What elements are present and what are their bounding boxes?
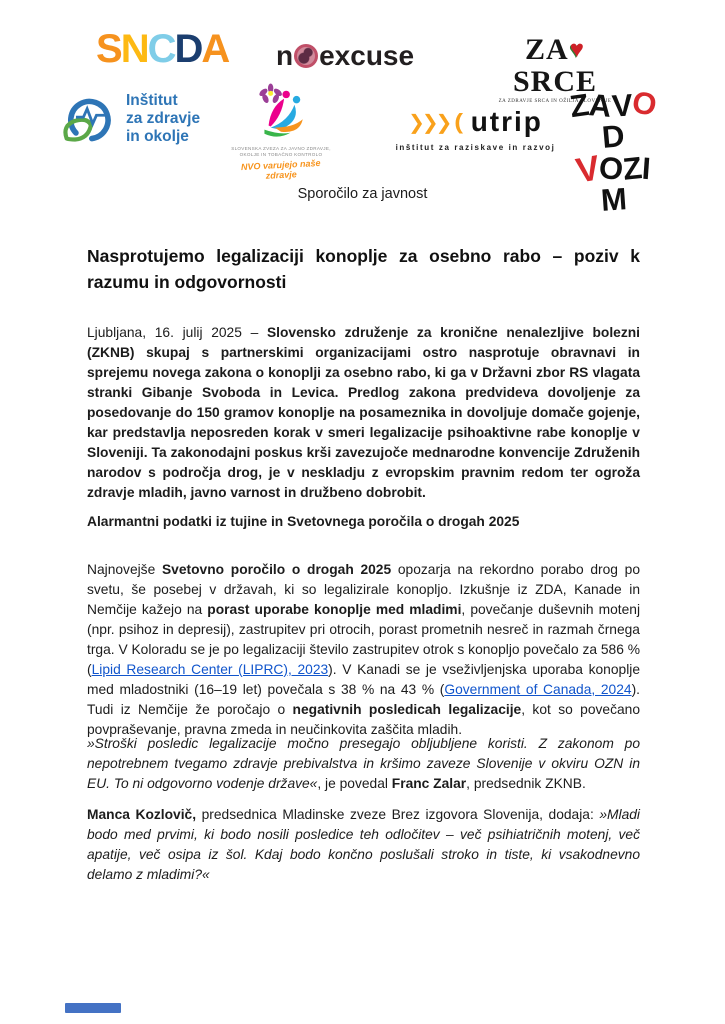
text-run-bold: porast uporabe konoplje med mladimi bbox=[207, 601, 462, 617]
vozim-letter: M bbox=[599, 181, 628, 218]
sncda-letter: A bbox=[201, 27, 229, 71]
quote-zalar-paragraph bbox=[87, 734, 640, 794]
chevrons-icon: ❯❯❯ bbox=[408, 111, 450, 134]
text-run-bold: Svetovno poročilo o drogah 2025 bbox=[161, 561, 392, 577]
sncda-letter: N bbox=[120, 27, 148, 71]
vozim-letter: Z bbox=[568, 86, 592, 125]
izo-name-line1: Inštitut bbox=[126, 92, 178, 109]
intro-bold-text: Slovensko združenje za kronične nenalezljive bolezni (ZKNB) skupaj s partnerskimi organizacijami ostro nasprotuje obravnavi in sprejemu novega zakona o konoplji za osebno rabo, ki ga v Državni zbor RS vlagata stranki Gibanje Svoboda in Levica. Predlog zakona predvideva dovoljenje za posedovanje do 150 gramov konoplje na posameznika in dovoljuje domače gojenje, kar predstavlja neposreden korak v smeri legalizacije psihoaktivne rabe konoplje v Sloveniji. Ta zakonodajni poskus krši zavezujoče mednarodne konvencije Združenih narodov s področja drog, je v neskladju z evropskim pravnim redom ter ogroža zdravje mladih, javno varnost in družbeno dobrobit. bbox=[87, 324, 641, 500]
vozim-letter: I bbox=[641, 150, 653, 187]
izo-name-line2: za zdravje bbox=[126, 110, 201, 127]
leaf-pulse-icon bbox=[60, 92, 118, 146]
logo-sncda bbox=[96, 26, 228, 72]
utrip-wordmark: utrip bbox=[470, 106, 543, 137]
vozim-letter: O bbox=[597, 149, 626, 188]
globe-icon bbox=[294, 44, 318, 68]
text-run: , je povedal bbox=[317, 775, 392, 791]
text-run: predsednica Mladinske zveze Brez izgovora Slovenija, dodaja: bbox=[196, 806, 600, 822]
vozim-letter: V bbox=[573, 148, 603, 191]
vozim-letter: Z bbox=[621, 150, 645, 187]
logo-institut-za-zdravje-in-okolje bbox=[60, 92, 200, 146]
press-release-label: Sporočilo za javnost bbox=[297, 186, 428, 202]
intro-paragraph bbox=[87, 323, 640, 503]
utrip-caption: inštitut za raziskave in razvoj bbox=[395, 143, 556, 152]
section-heading: Alarmantni podatki iz tujine in Svetovnega poročila o drogah 2025 bbox=[87, 514, 520, 529]
sncda-letter: D bbox=[174, 27, 202, 71]
text-run: , predsednik ZKNB. bbox=[466, 775, 586, 791]
footer-accent-bar bbox=[65, 1003, 121, 1013]
text-run: ). Tudi iz Nemčije že poročajo o bbox=[87, 681, 640, 717]
text-run: opozarja na rekordno porabo drog po svetu, še posebej v državah, ki so legalizirale konopljo. Izkušnje iz ZDA, Kanade in Nemčije kažejo na bbox=[87, 561, 640, 617]
text-run: ). V Kanadi se je vseživljenjska uporaba konoplje med mladostniki (16–19 let) povečala s 38 % na 43 % ( bbox=[87, 661, 640, 697]
vozim-letter: V bbox=[610, 87, 634, 124]
logo-noexcuse bbox=[276, 40, 414, 72]
page-title: Nasprotujemo legalizaciji konoplje za osebno rabo – poziv k razumu in odgovornosti bbox=[87, 246, 640, 292]
zasrce-text-right: SRCE bbox=[512, 65, 598, 98]
izo-name-line3: in okolje bbox=[126, 128, 189, 145]
zasrce-caption: ZA ZDRAVJE SRCA IN OŽILJA SLOVENIJE bbox=[498, 99, 612, 104]
vozim-letter: O bbox=[629, 84, 660, 123]
vozim-letter: A bbox=[587, 87, 614, 124]
quote-text: »Stroški posledic legalizacije močno presegajo obljubljene koristi. Z zakonom po nepotrebnem tvegamo zdravje prebivalstva in kršimo zaveze Slovenije v okviru OZN in EU. To ni odgovorno vodenje države« bbox=[87, 735, 640, 791]
link-government-canada[interactable]: Government of Canada, 2024 bbox=[444, 681, 632, 697]
text-run: , povečanje duševnih motenj (npr. psihoz in depresij), zastrupitev pri otrocih, porast prometnih nesreč in razmah črnega trga. V Koloradu se je po legalizaciji število zastrupitev otrok s konopljo povečalo za 586 % ( bbox=[87, 601, 641, 677]
vozim-letter: D bbox=[600, 118, 627, 155]
dateline: Ljubljana, 16. julij 2025 – bbox=[87, 324, 267, 340]
flower-people-icon bbox=[239, 82, 323, 140]
noexcuse-text-left: n bbox=[276, 40, 294, 71]
zasrce-text-left: ZA bbox=[525, 33, 569, 66]
link-liprc[interactable]: Lipid Research Center (LIPRC), 2023 bbox=[91, 661, 329, 677]
szotk-slogan: NVO varujejo naše zdravje bbox=[240, 157, 321, 181]
stats-paragraph bbox=[87, 560, 640, 740]
speaker-name: Manca Kozlovič, bbox=[87, 806, 197, 822]
quote-text: »Mladi bodo med prvimi, ki bodo nosili posledice teh odločitev – več psihiatričnih motenj, več apatije, več osipa iz šol. Kdaj bodo končno poslušali stroko in tiste, ki vsakodnevno delamo z mladimi?« bbox=[87, 806, 641, 882]
text-run: Najnovejše bbox=[87, 561, 162, 577]
logo-szotk bbox=[226, 82, 336, 180]
heart-icon: ♥ bbox=[569, 37, 584, 63]
logo-utrip bbox=[388, 106, 563, 152]
quote-kozlovic-paragraph bbox=[87, 805, 640, 885]
speaker-name: Franc Zalar bbox=[391, 775, 467, 791]
sncda-letter: S bbox=[96, 27, 121, 71]
text-run: , kot so povečano povpraševanje, pravna zmeda in neučinkovita zaščita mladih. bbox=[87, 701, 640, 737]
szotk-caption: SLOVENSKA ZVEZA ZA JAVNO ZDRAVJE, OKOLJE IN TOBAČNO KONTROLO bbox=[231, 146, 331, 157]
noexcuse-text-right: excuse bbox=[319, 40, 415, 71]
sncda-letter: C bbox=[147, 27, 175, 71]
arc-icon: ( bbox=[454, 109, 464, 134]
text-run-bold: negativnih posledicah legalizacije bbox=[292, 701, 522, 717]
